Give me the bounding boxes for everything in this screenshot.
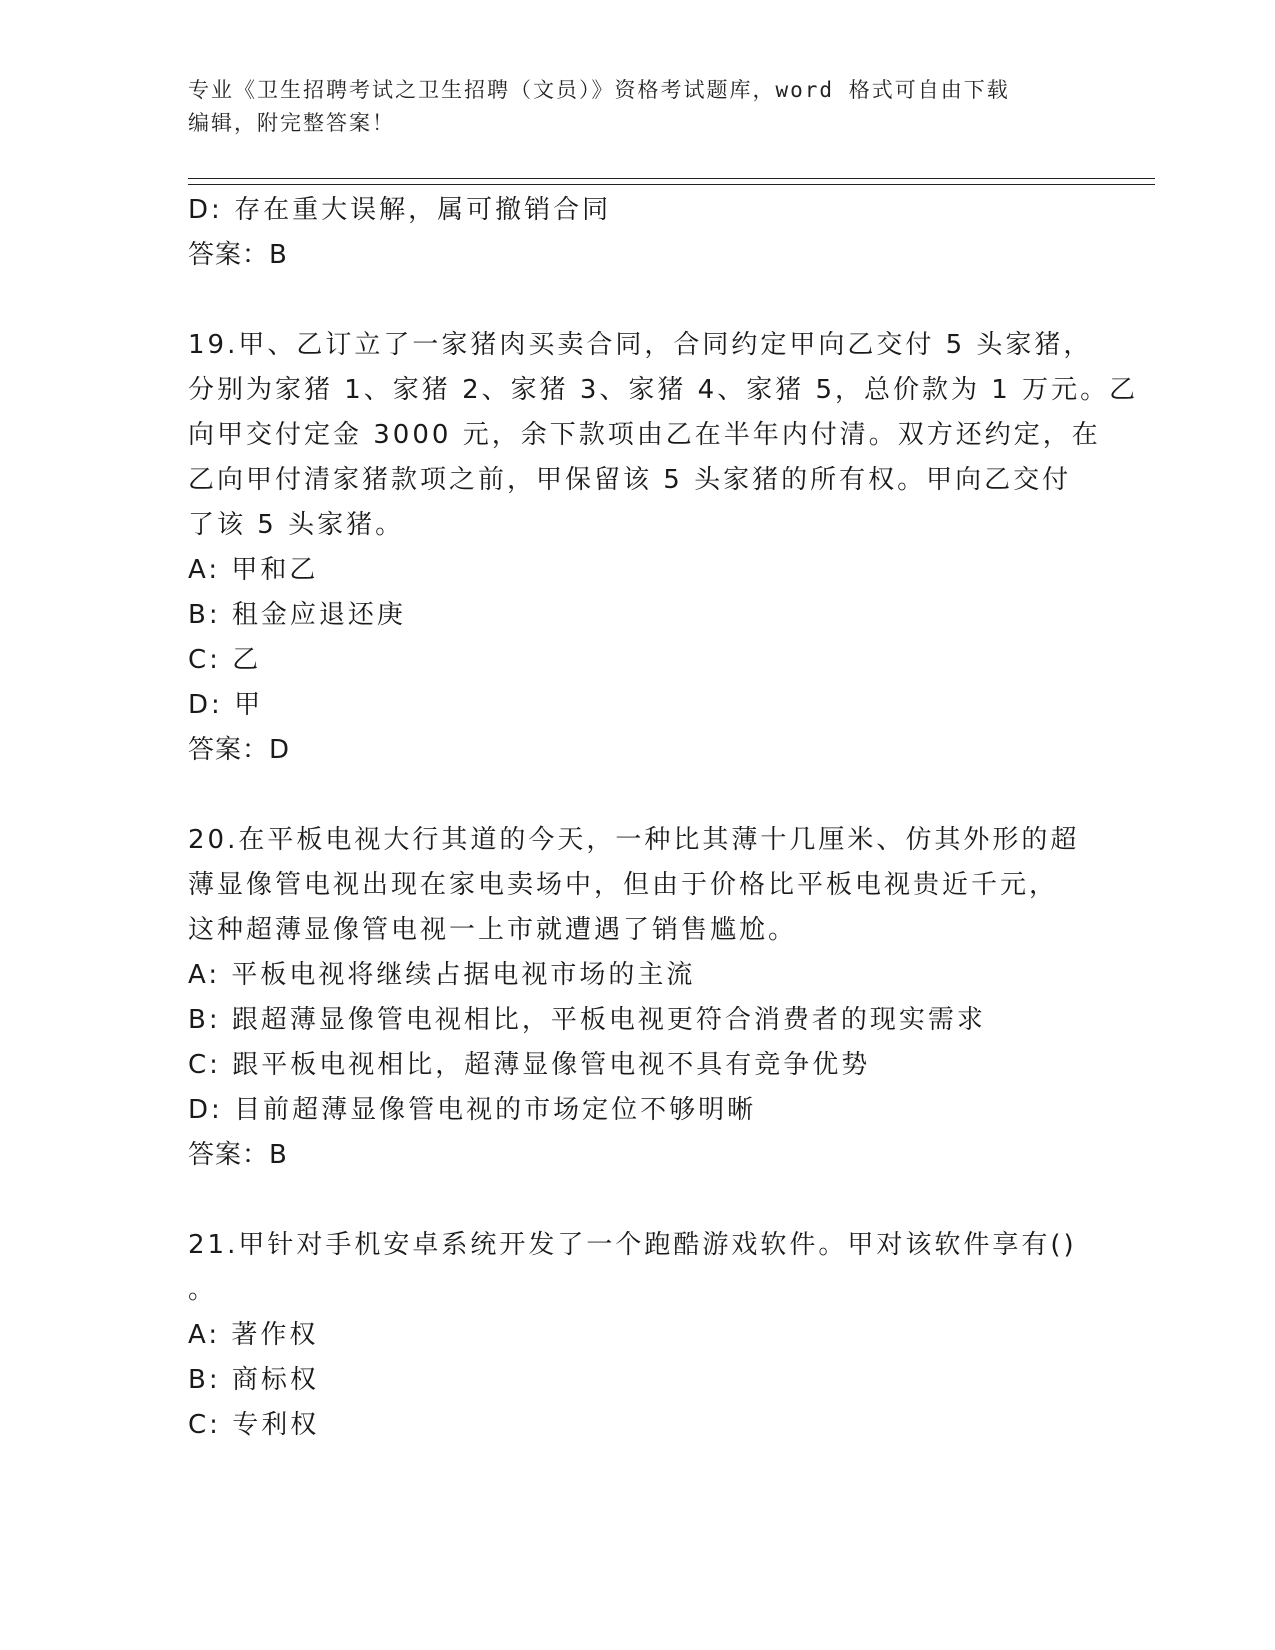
- option-a: [188, 548, 1088, 593]
- question-stem-line: 这种超薄显像管电视一上市就遭遇了销售尴尬。: [188, 915, 798, 945]
- option-c: [188, 638, 1088, 683]
- question-19: [188, 323, 1139, 773]
- option-letter: C: [188, 645, 210, 675]
- answer-line: 答案：D: [188, 735, 291, 765]
- answer-line: 答案：B: [188, 1140, 288, 1170]
- question-stem-line: 19.甲、乙订立了一家猪肉买卖合同，合同约定甲向乙交付 5 头家猪，: [188, 330, 1093, 360]
- document-header: [188, 74, 1088, 140]
- spacer: [188, 278, 1088, 323]
- question-21: [188, 1223, 1088, 1448]
- option-letter: D: [188, 195, 212, 225]
- question-stem-line: 21.甲针对手机安卓系统开发了一个跑酷游戏软件。甲对该软件享有(): [188, 1230, 1077, 1260]
- option-text: 著作权: [231, 1320, 319, 1350]
- answer-line: 答案：B: [188, 240, 288, 270]
- option-separator: :: [208, 1365, 232, 1395]
- option-letter: B: [188, 1365, 209, 1395]
- option-d: [188, 1088, 1088, 1133]
- question-stem-line: 薄显像管电视出现在家电卖场中，但由于价格比平板电视贵近千元，: [188, 870, 1059, 900]
- option-letter: A: [188, 555, 209, 585]
- option-separator: :: [208, 600, 232, 630]
- option-separator: :: [208, 1320, 232, 1350]
- option-text: 跟超薄显像管电视相比，平板电视更符合消费者的现实需求: [231, 1005, 986, 1035]
- option-d: [188, 683, 1088, 728]
- option-letter: B: [188, 600, 209, 630]
- header-divider: [188, 178, 1155, 179]
- option-letter: B: [188, 1005, 209, 1035]
- option-separator: :: [209, 645, 233, 675]
- option-text: 专利权: [232, 1410, 320, 1440]
- option-b: [188, 998, 1088, 1043]
- option-b: [188, 593, 1088, 638]
- option-d: [188, 188, 1088, 233]
- question-stem-line: 分别为家猪 1、家猪 2、家猪 3、家猪 4、家猪 5，总价款为 1 万元。乙: [188, 375, 1139, 405]
- question-stem-line: 。: [188, 1275, 218, 1305]
- question-20: [188, 818, 1088, 1178]
- option-a: [188, 953, 1088, 998]
- option-letter: D: [188, 690, 212, 720]
- option-text: 甲和乙: [231, 555, 319, 585]
- document-body: [188, 188, 1139, 1448]
- option-text: 租金应退还庚: [231, 600, 406, 630]
- option-separator: :: [209, 1410, 233, 1440]
- option-a: [188, 1313, 1088, 1358]
- question-stem-line: 向甲交付定金 3000 元，余下款项由乙在半年内付清。双方还约定，在: [188, 420, 1101, 450]
- option-text: 目前超薄显像管电视的市场定位不够明晰: [234, 1095, 757, 1125]
- option-separator: :: [208, 555, 232, 585]
- option-text: 平板电视将继续占据电视市场的主流: [231, 960, 696, 990]
- option-text: 商标权: [231, 1365, 319, 1395]
- option-separator: :: [209, 1050, 233, 1080]
- option-text: 乙: [232, 645, 262, 675]
- option-c: [188, 1043, 1088, 1088]
- question-stem-line: 20.在平板电视大行其道的今天，一种比其薄十几厘米、仿其外形的超: [188, 825, 1080, 855]
- option-text: 存在重大误解，属可撤销合同: [234, 195, 612, 225]
- option-text: 甲: [234, 690, 264, 720]
- option-letter: A: [188, 1320, 209, 1350]
- option-separator: :: [211, 690, 235, 720]
- header-line: 编辑，附完整答案！: [188, 111, 395, 135]
- option-letter: C: [188, 1050, 210, 1080]
- spacer: [188, 1178, 1088, 1223]
- option-text: 跟平板电视相比，超薄显像管电视不具有竞争优势: [232, 1050, 871, 1080]
- option-separator: :: [211, 1095, 235, 1125]
- option-separator: :: [211, 195, 235, 225]
- option-b: [188, 1358, 1088, 1403]
- option-c: [188, 1403, 1088, 1448]
- option-separator: :: [208, 960, 232, 990]
- option-letter: A: [188, 960, 209, 990]
- option-letter: D: [188, 1095, 212, 1125]
- question-stem-line: 了该 5 头家猪。: [188, 510, 405, 540]
- question-stem-line: 乙向甲付清家猪款项之前，甲保留该 5 头家猪的所有权。甲向乙交付: [188, 465, 1072, 495]
- question-18-tail: [188, 188, 1088, 278]
- spacer: [188, 773, 1088, 818]
- header-divider: [188, 184, 1155, 185]
- option-letter: C: [188, 1410, 210, 1440]
- option-separator: :: [208, 1005, 232, 1035]
- header-line: 专业《卫生招聘考试之卫生招聘（文员）》资格考试题库，word 格式可自由下载: [188, 78, 1010, 102]
